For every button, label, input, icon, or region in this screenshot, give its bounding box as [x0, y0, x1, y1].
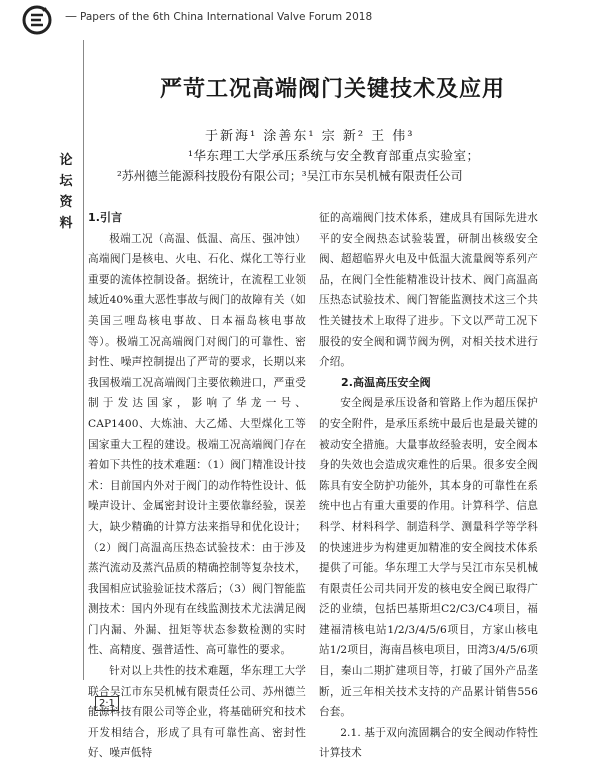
right-column — [319, 208, 538, 764]
side-label-char: 坛 — [59, 174, 73, 189]
side-label-char: 料 — [59, 216, 73, 231]
subsection-heading: 2.1. 基于双向流固耦合的安全阀动作特性计算技术 — [319, 726, 538, 760]
section-side-label — [57, 150, 75, 234]
left-column — [88, 208, 306, 764]
affiliation-2: ²苏州德兰能源科技股份有限公司；³吴江市东吴机械有限责任公司 — [117, 169, 463, 183]
paragraph: 征的高端阀门技术体系，建成具有国际先进水平的安全阀热态试验装置，研制出核级安全阀、超超临界火电及中低温大流量阀等系列产品，在阀门全性能精准设计技术、阀门高温高压热态试验技术、阀门智能监测技术这三个共性关键技术上取得了进步。下文以严苛工况下服役的安全阀和调节阀为例，对相关技术进行介绍。 — [319, 212, 538, 369]
cvf-logo — [22, 5, 52, 35]
affiliation-1: ¹华东理工大学承压系统与安全教育部重点实验室； — [188, 148, 480, 163]
section-heading-safety-valve: 2.高温高压安全阀 — [341, 375, 431, 389]
article-title: 严苛工况高端阀门关键技术及应用 — [160, 76, 506, 102]
header-dash: — — [65, 9, 77, 23]
running-header: Papers of the 6th China International Valve Forum 2018 — [80, 11, 373, 23]
side-label-char: 论 — [59, 153, 73, 168]
paragraph: 极端工况（高温、低温、高压、强冲蚀）高端阀门是核电、火电、石化、煤化工等行业重要的流体控制设备。据统计，在流程工业领域近40%重大恶性事故与阀门的故障有关（如美国三哩岛核电事故、日本福岛核电事故等）。极端工况高端阀门对阀门的可靠性、密封性、噪声控制提出了严苛的要求，长期以来我国极端工况高端阀门主要依赖进口，严重受制于发达国家，影响了华龙一号、CAP1400、大炼油、大乙烯、大型煤化工等国家重大工程的建设。极端工况高端阀门存在着如下共性的技术难题：（1）阀门精准设计技术：目前国内外对于阀门的动作特性设计、低噪声设计、金属密封设计主要依靠经验，误差大，缺少精确的计算方法来指导和优化设计；（2）阀门高温高压热态试验技术：由于涉及蒸汽流动及蒸汽品质的精确控制等复杂技术，我国相应试验验证技术落后；（3）阀门智能监测技术：国内外现有在线监测技术尤法满足阀门内漏、外漏、扭矩等状态参数检测的实时性、高精度、强普适性、高可靠性的要求。 — [88, 232, 306, 657]
margin-rule — [83, 40, 84, 680]
page-number: 2·1 — [95, 696, 119, 711]
paragraph: 安全阀是承压设备和管路上作为超压保护的安全附件，是承压系统中最后也是最关键的被动安全措施。大量事故经验表明，安全阀本身的失效也会造成灾难性的后果。很多安全阀陈具有安全防护功能外，其本身的可靠性在系统中也占有重大重要的作用。计算科学、信息科学、材料科学、制造科学、测量科学等学科的快速进步为构建更加精准的安全阀技术体系提供了可能。华东理工大学与吴江市东吴机械有限责任公司共同开发的核电安全阀已取得广泛的业绩，包括巴基斯坦C2/C3/C4项目，福建福清核电站1/2/3/4/5/6项目，方家山核电站1/2项目，海南昌核电项目，田湾3/4/5/6项目，秦山二期扩建项目等，打破了国外产品垄断，近三年相关技术支持的产品累计销售556台套。 — [319, 397, 538, 719]
paragraph: 针对以上共性的技术难题，华东理工大学联合吴江市东吴机械有限责任公司、苏州德兰能源科技有限公司等企业，将基础研究和技术开发相结合，形成了具有可靠性高、密封性好、噪声低特 — [88, 665, 306, 760]
side-label-char: 资 — [59, 195, 73, 210]
section-heading-intro: 1.引言 — [88, 211, 123, 224]
author-list: 于新海¹ 涂善东¹ 宗 新² 王 伟³ — [205, 129, 415, 144]
